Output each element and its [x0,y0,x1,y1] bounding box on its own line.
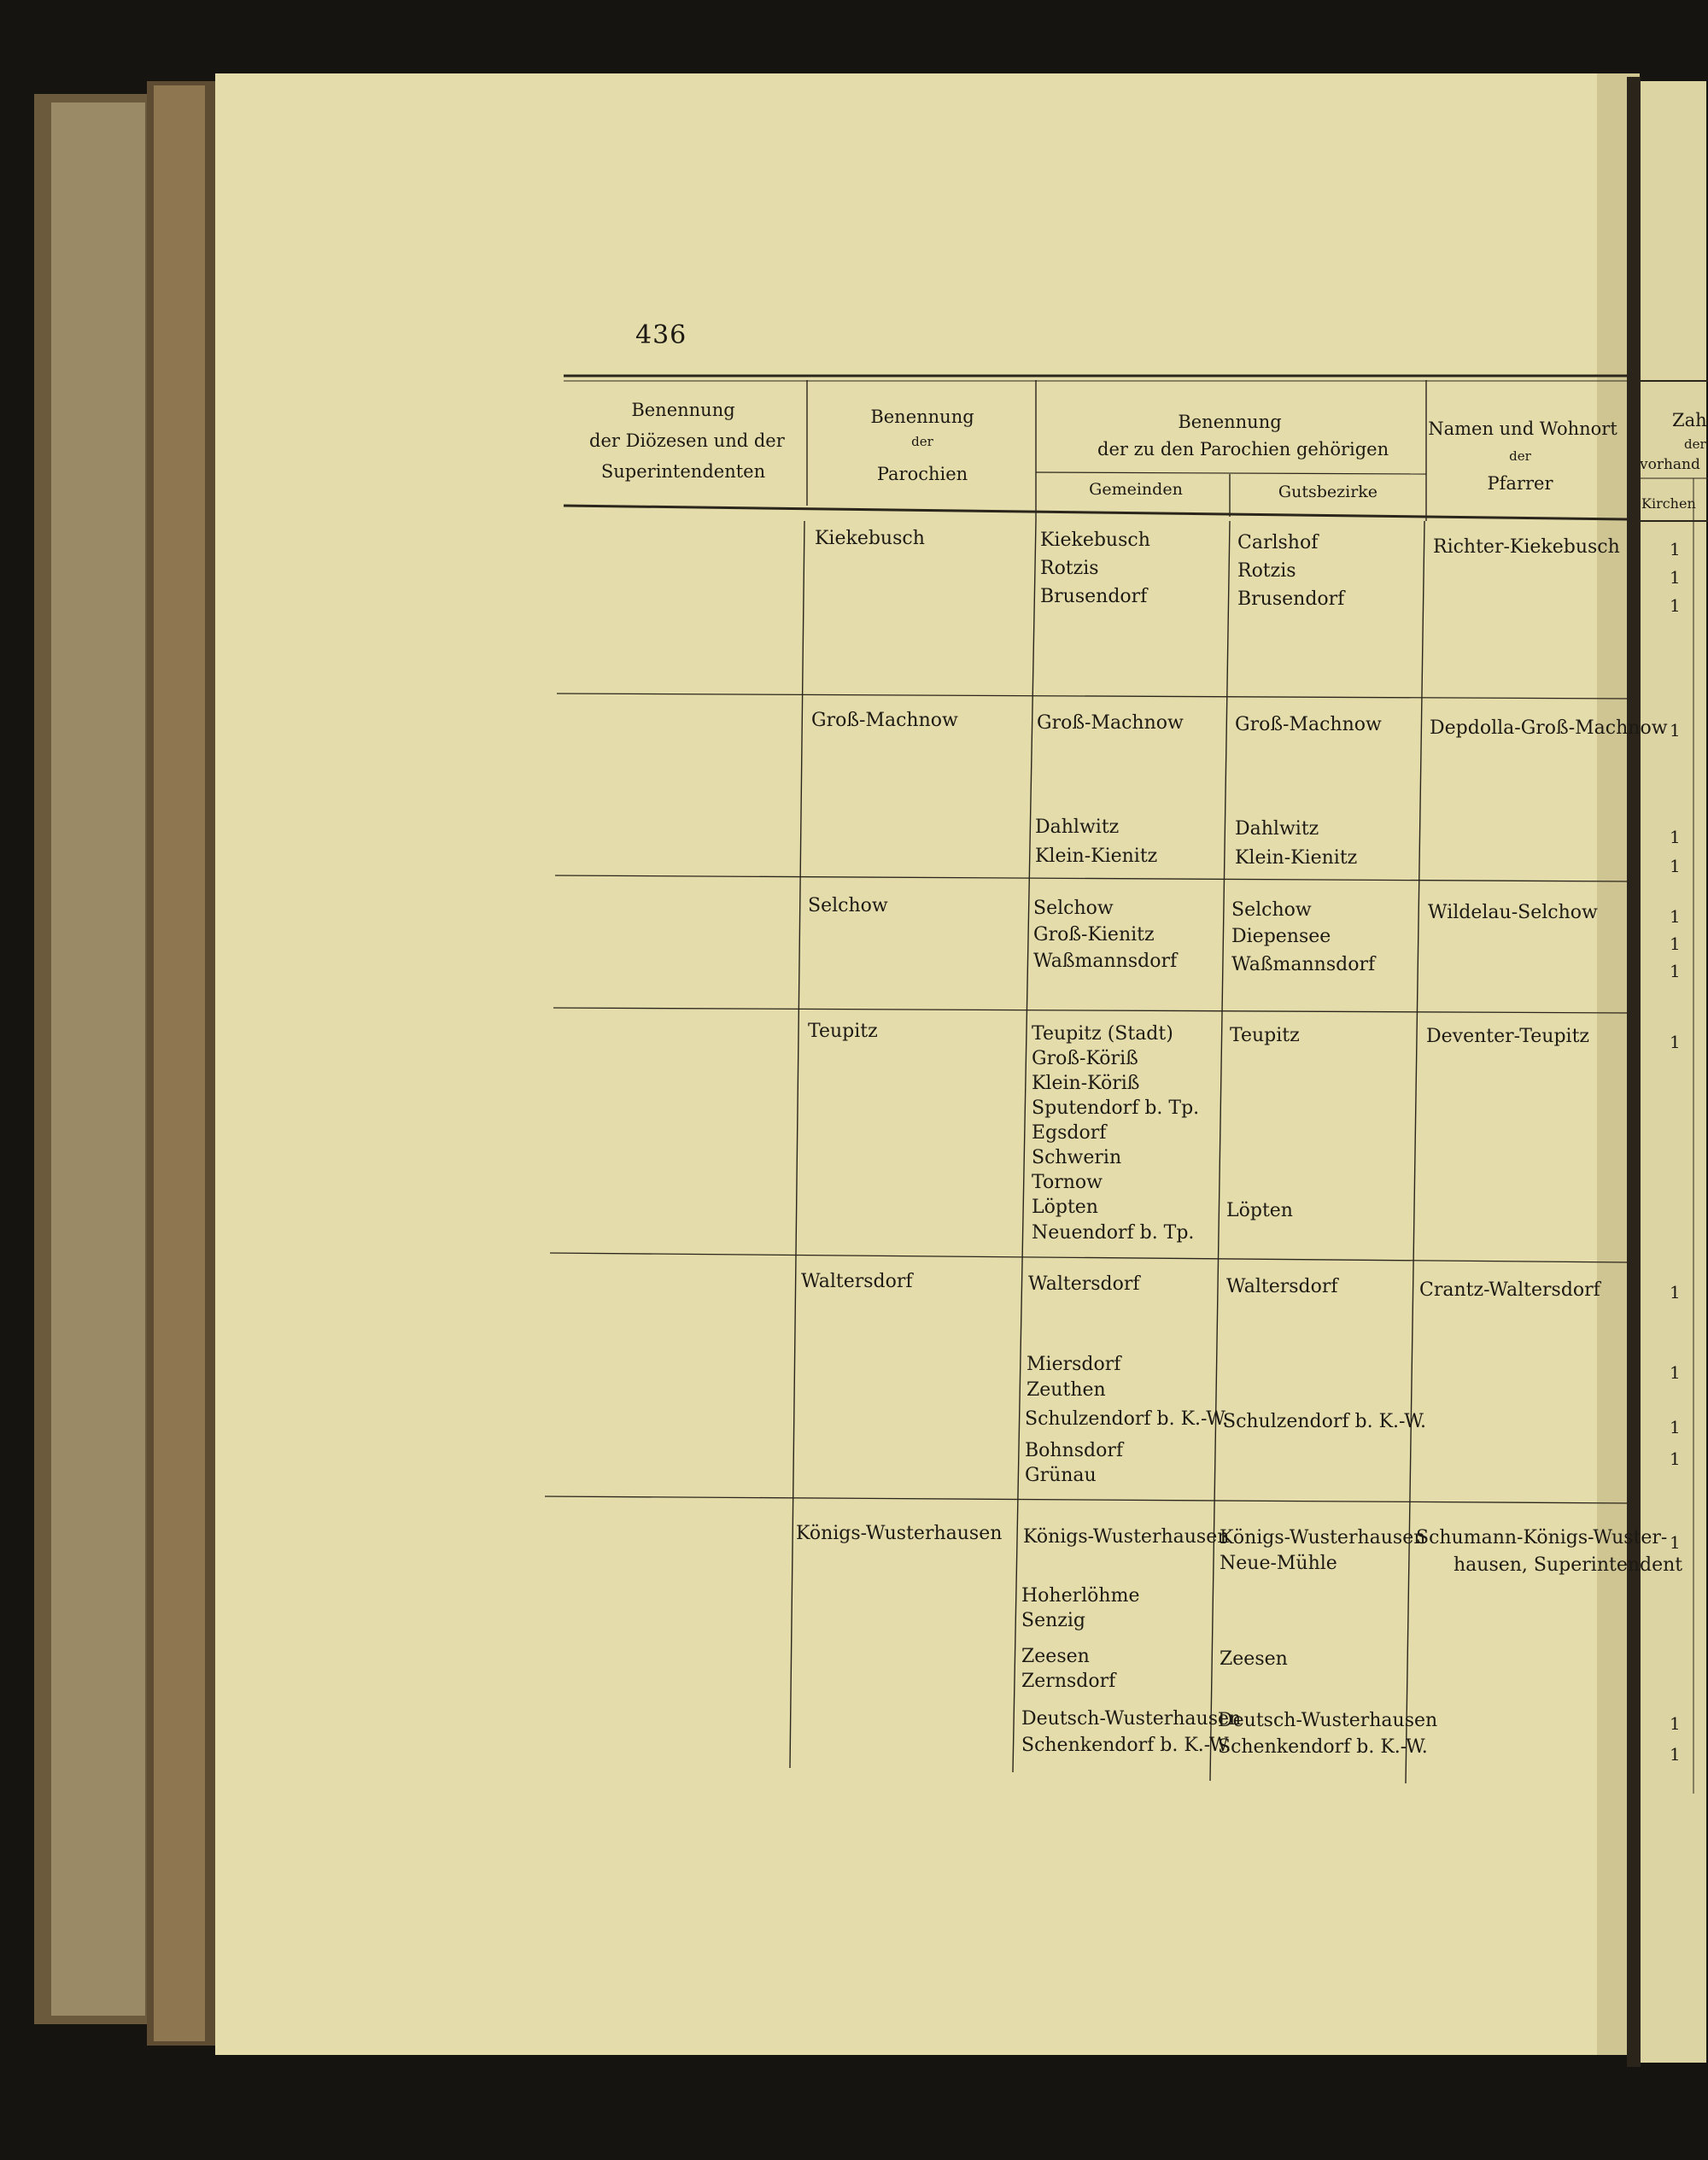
kirchen-count: 1 [1670,539,1681,559]
gutsbezirk-cell: Neue-Mühle [1220,1553,1337,1574]
kirchen-count: 1 [1670,720,1681,740]
header-dioezesen-line3: Superintendenten [600,461,766,482]
gemeinde-cell: Zeuthen [1027,1379,1106,1401]
parochie-cell: Kiekebusch [815,528,925,549]
kirchen-count: 1 [1670,827,1681,847]
pfarrer-cell: Schumann-Königs-Wuster- [1416,1527,1668,1548]
header-dioezesen-line2: der Diözesen und der [589,430,785,451]
gutsbezirk-cell: Waltersdorf [1226,1276,1338,1297]
gutsbezirk-cell: Schulzendorf b. K.-W. [1223,1411,1427,1432]
gutsbezirk-cell: Löpten [1226,1200,1293,1221]
header-der-partial: der [1684,436,1706,452]
header-pfarrer-line1: Namen und Wohnort [1428,419,1617,439]
kirchen-count: 1 [1670,595,1681,616]
header-gemeinden: Gemeinden [1089,480,1183,499]
gutsbezirk-cell: Teupitz [1230,1025,1300,1046]
kirchen-count: 1 [1670,1713,1681,1734]
gemeinde-cell: Egsdorf [1032,1122,1107,1144]
parochie-cell: Waltersdorf [801,1271,913,1292]
gutsbezirk-cell: Rotzis [1237,560,1296,582]
gemeinde-cell: Kiekebusch [1040,530,1150,551]
header-parochien-line1: Benennung [870,407,974,427]
pfarrer-cell: Richter-Kiekebusch [1433,536,1620,558]
gutsbezirk-cell: Waßmannsdorf [1231,954,1376,975]
parochie-cell: Teupitz [808,1021,878,1042]
gemeinde-cell: Grünau [1025,1465,1097,1486]
header-gehoerigen-line1: Benennung [1178,412,1282,432]
parochie-cell: Selchow [808,895,888,916]
gemeinde-cell: Selchow [1033,898,1114,919]
header-dioezesen-line1: Benennung [631,400,735,420]
gutsbezirk-cell: Carlshof [1237,532,1319,553]
header-zahl-partial: Zah [1672,410,1707,430]
kirchen-count: 1 [1670,1532,1681,1553]
gemeinde-cell: Groß-Köriß [1032,1048,1138,1069]
kirchen-count: 1 [1670,961,1681,981]
header-gehoerigen-line2: der zu den Parochien gehörigen [1097,439,1389,460]
gutsbezirk-cell: Brusendorf [1237,588,1345,610]
header-pfarrer-line2: der [1509,448,1531,464]
gutsbezirk-cell: Zeesen [1220,1648,1288,1670]
gemeinde-cell: Zeesen [1021,1646,1090,1667]
kirchen-count: 1 [1670,567,1681,588]
pfarrer-cell: Depdolla-Groß-Machnow [1430,717,1668,739]
parochie-cell: Königs-Wusterhausen [796,1523,1003,1544]
gemeinde-cell: Zernsdorf [1021,1671,1116,1692]
gutsbezirk-cell: Klein-Kienitz [1235,847,1358,869]
header-kirchen: Kirchen [1641,495,1696,512]
gemeinde-cell: Neuendorf b. Tp. [1032,1222,1195,1244]
gemeinde-cell: Waltersdorf [1028,1273,1140,1295]
gutsbezirk-cell: Deutsch-Wusterhausen [1218,1710,1438,1731]
gemeinde-cell: Schwerin [1032,1147,1122,1168]
kirchen-count: 1 [1670,1282,1681,1302]
gemeinde-cell: Dahlwitz [1035,817,1120,838]
gemeinde-cell: Klein-Kienitz [1035,846,1158,867]
kirchen-count: 1 [1670,906,1681,927]
pfarrer-cell: Wildelau-Selchow [1428,902,1598,923]
kirchen-count: 1 [1670,1417,1681,1437]
kirchen-count: 1 [1670,1032,1681,1052]
gemeinde-cell: Löpten [1032,1197,1098,1218]
header-parochien-line3: Parochien [876,464,968,484]
header-parochien-line2: der [911,434,933,449]
gemeinde-cell: Groß-Machnow [1037,712,1184,734]
gemeinde-cell: Teupitz (Stadt) [1032,1023,1173,1045]
pfarrer-cell: Crantz-Waltersdorf [1419,1279,1600,1301]
kirchen-count: 1 [1670,1449,1681,1469]
gutsbezirk-cell: Selchow [1231,899,1312,921]
gemeinde-cell: Königs-Wusterhausen [1023,1526,1230,1548]
gemeinde-cell: Schenkendorf b. K.-W. [1021,1735,1231,1756]
header-gutsbezirke: Gutsbezirke [1278,483,1378,501]
kirchen-count: 1 [1670,1362,1681,1383]
gutsbezirk-cell: Groß-Machnow [1235,714,1382,735]
gutsbezirk-cell: Diepensee [1231,926,1331,947]
gemeinde-cell: Brusendorf [1040,586,1148,607]
pfarrer-cell: hausen, Superintendent [1454,1554,1683,1576]
kirchen-count: 1 [1670,934,1681,954]
gemeinde-cell: Bohnsdorf [1025,1440,1124,1461]
gemeinde-cell: Groß-Kienitz [1033,924,1155,945]
gemeinde-cell: Klein-Köriß [1032,1073,1140,1094]
gemeinde-cell: Rotzis [1040,558,1099,579]
pfarrer-cell: Deventer-Teupitz [1426,1026,1590,1047]
gemeinde-cell: Tornow [1032,1172,1103,1193]
kirchen-count: 1 [1670,1744,1681,1765]
gutsbezirk-cell: Dahlwitz [1235,818,1319,840]
gemeinde-cell: Senzig [1021,1610,1085,1631]
gemeinde-cell: Sputendorf b. Tp. [1032,1098,1200,1119]
gemeinde-cell: Schulzendorf b. K.-W. [1025,1408,1229,1430]
gemeinde-cell: Miersdorf [1027,1354,1121,1375]
gutsbezirk-cell: Schenkendorf b. K.-W. [1218,1736,1428,1758]
gemeinde-cell: Waßmannsdorf [1033,951,1178,972]
gutsbezirk-cell: Königs-Wusterhausen [1220,1527,1426,1548]
page-number: 436 [635,320,687,350]
parochie-cell: Groß-Machnow [811,710,958,731]
header-pfarrer-line3: Pfarrer [1487,473,1553,494]
gemeinde-cell: Deutsch-Wusterhausen [1021,1708,1242,1730]
kirchen-count: 1 [1670,856,1681,876]
gemeinde-cell: Hoherlöhme [1021,1585,1140,1607]
header-vorhand-partial: vorhand [1640,456,1700,473]
